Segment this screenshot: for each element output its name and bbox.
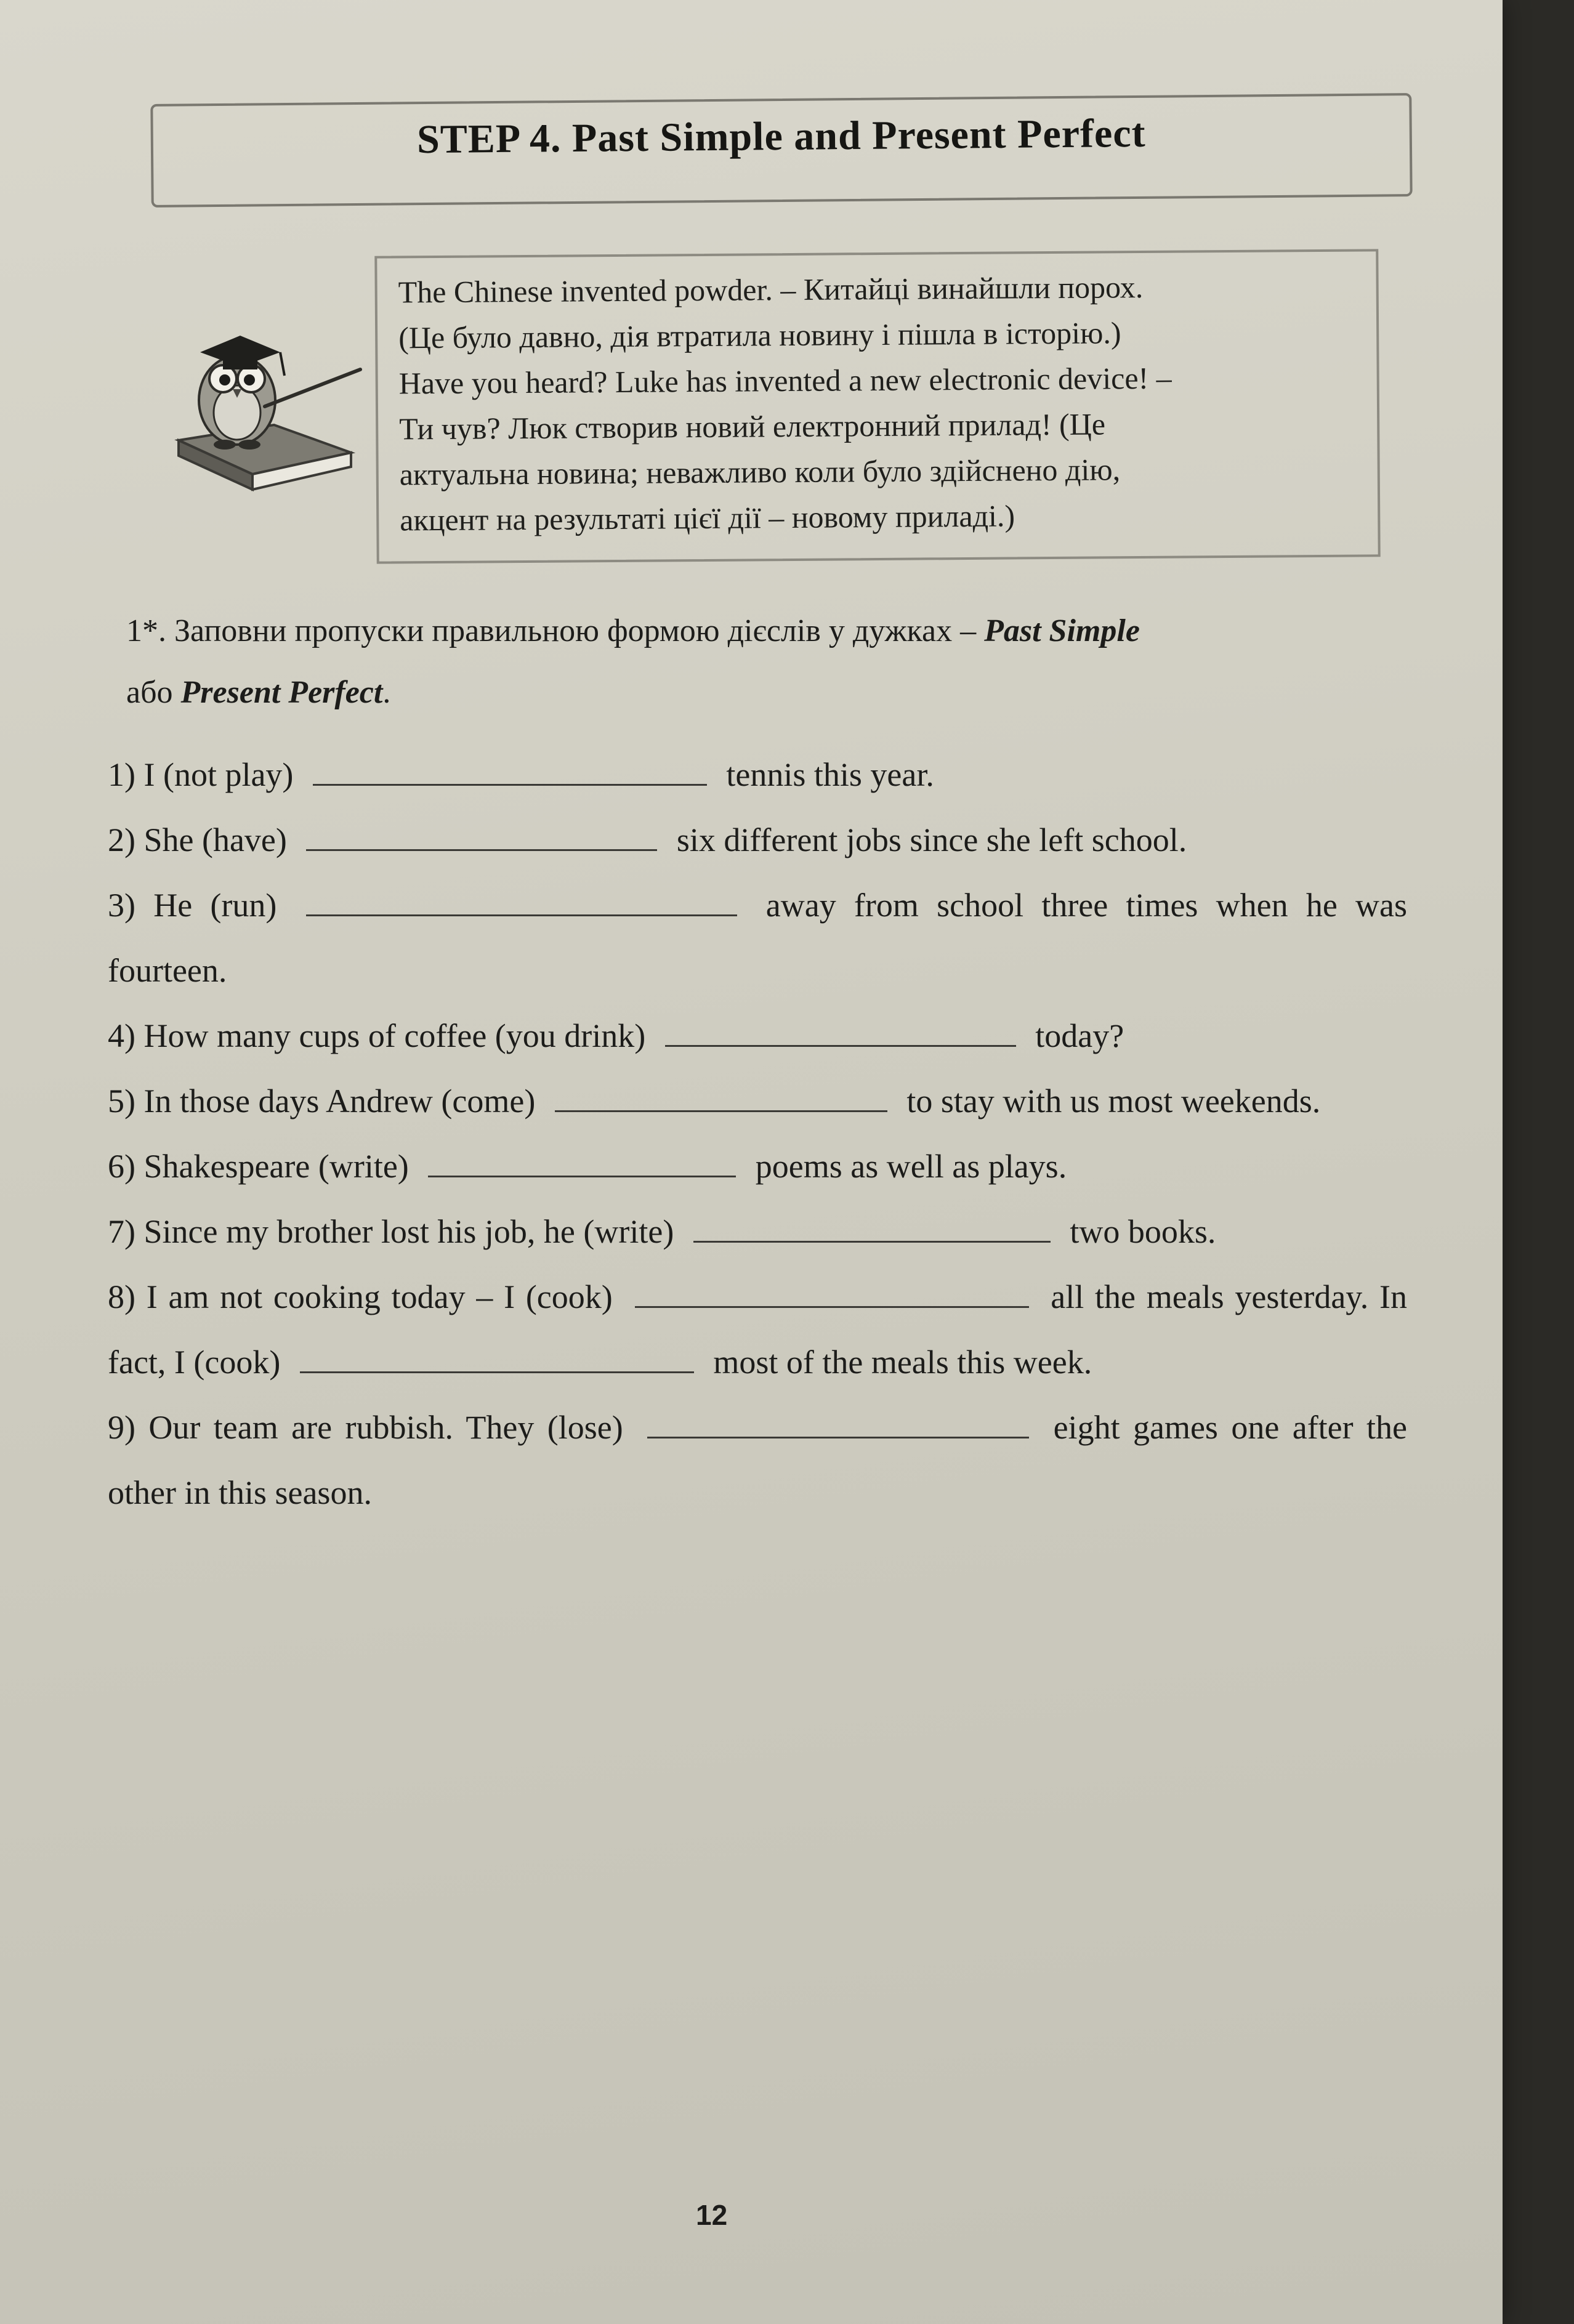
item-continuation: away from school three times when he was fourteen. [108,887,1408,989]
task-end: . [382,675,391,710]
item-middle: all the meals yesterday. In fact, I (cook) [108,1278,1408,1381]
answer-blank[interactable] [555,1075,887,1112]
exercise-item [108,1199,1407,1264]
answer-blank[interactable] [428,1140,736,1177]
item-continuation: today? [1035,1017,1124,1054]
item-number: 8) [108,1278,135,1315]
answer-blank[interactable] [665,1009,1016,1047]
owl-teacher-icon [166,308,363,493]
exercise-list [108,742,1407,1525]
title-banner [150,93,1412,208]
item-continuation: eight games one after the other in this season. [108,1409,1408,1511]
exercise-item [108,1003,1407,1068]
item-prompt: How many cups of coffee (you drink) [143,1017,646,1054]
task-connector: або [126,675,173,710]
task-number: 1*. [126,613,166,648]
item-number: 9) [108,1409,135,1446]
item-continuation: most of the meals this week. [713,1344,1092,1381]
page-number: 12 [696,2199,728,2231]
exercise-item [108,1395,1407,1525]
item-continuation: six different jobs since she left school. [676,821,1187,858]
answer-blank[interactable] [693,1205,1051,1243]
answer-blank[interactable] [313,748,707,786]
page-title: STEP 4. Past Simple and Present Perfect [416,110,1146,163]
rule-line: актуальна новина; неважливо коли було здійснено дію, [399,452,1121,492]
item-prompt: Shakespeare (write) [143,1148,409,1185]
exercise-item [108,807,1407,873]
item-prompt: In those days Andrew (come) [143,1083,536,1120]
exercise-item [108,742,1407,807]
item-continuation: tennis this year. [726,756,934,793]
item-number: 1) [108,756,135,793]
exercise-item [108,1264,1407,1395]
item-prompt: She (have) [143,821,287,858]
item-prompt: Our team are rubbish. They (lose) [148,1409,623,1446]
exercise-item [108,1134,1407,1199]
answer-blank[interactable] [300,1336,694,1373]
exercise-item [108,1068,1407,1134]
task-text: Заповни пропуски правильною формою дієслів у дужках – [174,613,977,648]
task-instruction [126,600,1389,724]
item-prompt: Since my brother lost his job, he (write) [143,1213,674,1250]
item-number: 2) [108,821,135,858]
item-prompt: He (run) [153,887,277,924]
item-number: 7) [108,1213,135,1250]
item-number: 4) [108,1017,135,1054]
exercise-item [108,873,1407,1003]
item-continuation: to stay with us most weekends. [906,1083,1321,1120]
rule-line: The Chinese invented powder. – Китайці винайшли порох. [398,269,1144,310]
answer-blank[interactable] [635,1270,1029,1308]
rule-line: акцент на результаті цієї дії – новому приладі.) [400,498,1015,538]
item-number: 6) [108,1148,135,1185]
tense-past-simple: Past Simple [984,613,1140,648]
answer-blank[interactable] [647,1401,1029,1438]
answer-blank[interactable] [306,879,737,916]
item-prompt: I am not cooking today – I (cook) [146,1278,613,1315]
grammar-rule-box [374,249,1380,563]
tense-present-perfect: Present Perfect [180,675,383,710]
answer-blank[interactable] [306,813,657,851]
item-continuation: poems as well as plays. [755,1148,1067,1185]
rule-line: Have you heard? Luke has invented a new electronic device! – [398,360,1172,401]
item-prompt: I (not play) [143,756,294,793]
item-number: 5) [108,1083,135,1120]
item-continuation: two books. [1070,1213,1216,1250]
rule-line: Ти чув? Люк створив новий електронний прилад! (Це [399,406,1106,446]
rule-line: (Це було давно, дія втратила новину і пішла в історію.) [398,315,1121,355]
item-number: 3) [108,887,135,924]
